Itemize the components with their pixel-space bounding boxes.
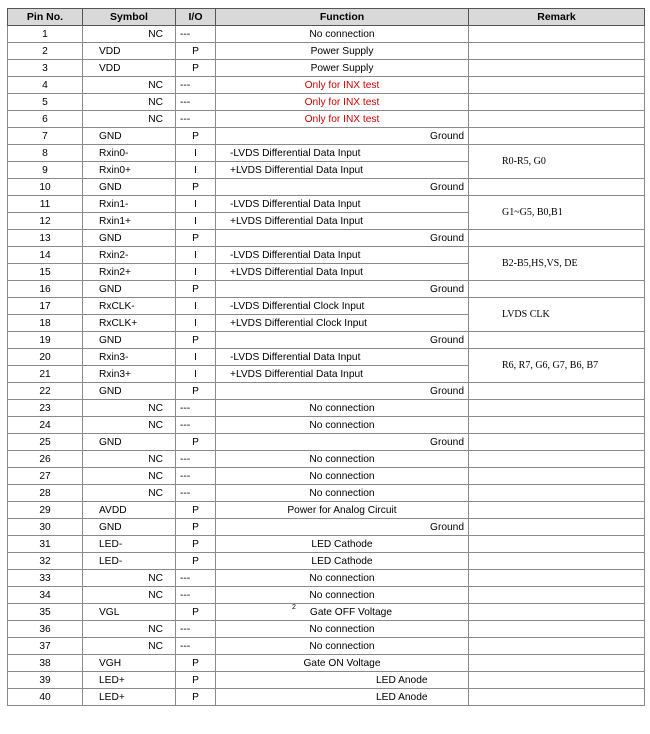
pin-io: --- bbox=[176, 468, 216, 485]
table-row bbox=[8, 94, 645, 111]
pin-io: P bbox=[176, 502, 216, 519]
pin-function: -LVDS Differential Data Input bbox=[216, 196, 469, 213]
table-row bbox=[8, 655, 645, 672]
pin-number: 34 bbox=[8, 587, 83, 604]
pin-number: 23 bbox=[8, 400, 83, 417]
pin-remark bbox=[469, 621, 645, 638]
pin-symbol: GND bbox=[83, 383, 176, 400]
pin-remark bbox=[469, 587, 645, 604]
pin-io: --- bbox=[176, 111, 216, 128]
pin-number: 36 bbox=[8, 621, 83, 638]
pin-io: P bbox=[176, 672, 216, 689]
pin-io: I bbox=[176, 162, 216, 179]
table-row bbox=[8, 298, 645, 315]
pin-io: --- bbox=[176, 26, 216, 43]
pin-function: Only for INX test bbox=[216, 111, 469, 128]
pin-function: Only for INX test bbox=[216, 77, 469, 94]
table-row bbox=[8, 383, 645, 400]
pin-io: I bbox=[176, 145, 216, 162]
pin-number: 20 bbox=[8, 349, 83, 366]
pin-function: No connection bbox=[216, 400, 469, 417]
pin-function: Power Supply bbox=[216, 60, 469, 77]
pin-number: 13 bbox=[8, 230, 83, 247]
table-row bbox=[8, 77, 645, 94]
pin-number: 9 bbox=[8, 162, 83, 179]
pin-function: Ground bbox=[216, 434, 469, 451]
pin-remark bbox=[469, 570, 645, 587]
remark-data-group-3: R6, R7, G6, G7, B6, B7 bbox=[469, 349, 645, 383]
pin-remark bbox=[469, 179, 645, 196]
pin-number: 14 bbox=[8, 247, 83, 264]
pin-symbol: NC bbox=[83, 451, 176, 468]
table-row bbox=[8, 587, 645, 604]
pin-symbol: RxCLK+ bbox=[83, 315, 176, 332]
pin-number: 38 bbox=[8, 655, 83, 672]
pin-number: 40 bbox=[8, 689, 83, 706]
pin-symbol: VGL bbox=[83, 604, 176, 621]
pin-symbol: Rxin1+ bbox=[83, 213, 176, 230]
pin-io: --- bbox=[176, 485, 216, 502]
pin-remark bbox=[469, 604, 645, 621]
pin-io: P bbox=[176, 519, 216, 536]
pin-number: 16 bbox=[8, 281, 83, 298]
pin-function: No connection bbox=[216, 638, 469, 655]
pin-function: Gate ON Voltage bbox=[216, 655, 469, 672]
pin-function: -LVDS Differential Clock Input bbox=[216, 298, 469, 315]
header-io: I/O bbox=[176, 9, 216, 26]
pin-function: +LVDS Differential Data Input bbox=[216, 213, 469, 230]
pin-function-with-note bbox=[216, 604, 469, 621]
pin-symbol: GND bbox=[83, 434, 176, 451]
pin-function: Ground bbox=[216, 179, 469, 196]
pin-symbol: Rxin3+ bbox=[83, 366, 176, 383]
pin-number: 32 bbox=[8, 553, 83, 570]
pin-io: P bbox=[176, 655, 216, 672]
pin-function: -LVDS Differential Data Input bbox=[216, 247, 469, 264]
table-row bbox=[8, 638, 645, 655]
pin-number: 4 bbox=[8, 77, 83, 94]
pin-number: 19 bbox=[8, 332, 83, 349]
table-row bbox=[8, 128, 645, 145]
pin-io: I bbox=[176, 298, 216, 315]
pin-number: 33 bbox=[8, 570, 83, 587]
pin-function: Power for Analog Circuit bbox=[216, 502, 469, 519]
pin-remark bbox=[469, 553, 645, 570]
pin-number: 22 bbox=[8, 383, 83, 400]
pin-remark bbox=[469, 94, 645, 111]
table-row bbox=[8, 553, 645, 570]
pin-symbol: LED- bbox=[83, 536, 176, 553]
pin-io: P bbox=[176, 383, 216, 400]
pin-function: Ground bbox=[216, 230, 469, 247]
table-row bbox=[8, 196, 645, 213]
pin-remark bbox=[469, 400, 645, 417]
pin-symbol: RxCLK- bbox=[83, 298, 176, 315]
pin-io: --- bbox=[176, 94, 216, 111]
table-row bbox=[8, 519, 645, 536]
pin-remark bbox=[469, 383, 645, 400]
pin-function: Ground bbox=[216, 332, 469, 349]
pin-number: 11 bbox=[8, 196, 83, 213]
pin-io: --- bbox=[176, 417, 216, 434]
pin-number: 21 bbox=[8, 366, 83, 383]
pin-symbol: GND bbox=[83, 128, 176, 145]
pin-symbol: GND bbox=[83, 179, 176, 196]
pin-function: +LVDS Differential Data Input bbox=[216, 366, 469, 383]
pin-remark bbox=[469, 689, 645, 706]
table-row bbox=[8, 247, 645, 264]
pin-symbol: NC bbox=[83, 26, 176, 43]
pin-function: Power Supply bbox=[216, 43, 469, 60]
pin-function: LED Anode bbox=[216, 689, 469, 706]
pin-io: --- bbox=[176, 77, 216, 94]
table-row bbox=[8, 434, 645, 451]
table-row bbox=[8, 281, 645, 298]
pin-function: LED Cathode bbox=[216, 553, 469, 570]
pin-io: P bbox=[176, 281, 216, 298]
table-row bbox=[8, 60, 645, 77]
header-function: Function bbox=[216, 9, 469, 26]
pin-io: P bbox=[176, 179, 216, 196]
pin-symbol: NC bbox=[83, 587, 176, 604]
pin-io: I bbox=[176, 196, 216, 213]
pin-function: Only for INX test bbox=[216, 94, 469, 111]
pin-remark bbox=[469, 43, 645, 60]
pin-symbol: GND bbox=[83, 230, 176, 247]
pin-io: I bbox=[176, 366, 216, 383]
pin-symbol: GND bbox=[83, 332, 176, 349]
pin-symbol: NC bbox=[83, 77, 176, 94]
pin-io: I bbox=[176, 315, 216, 332]
pin-number: 30 bbox=[8, 519, 83, 536]
pin-io: P bbox=[176, 128, 216, 145]
pin-remark bbox=[469, 26, 645, 43]
pin-number: 5 bbox=[8, 94, 83, 111]
pin-function: +LVDS Differential Data Input bbox=[216, 264, 469, 281]
pin-function: No connection bbox=[216, 26, 469, 43]
pin-io: P bbox=[176, 230, 216, 247]
table-row bbox=[8, 230, 645, 247]
pin-number: 17 bbox=[8, 298, 83, 315]
pin-remark bbox=[469, 655, 645, 672]
pin-remark bbox=[469, 638, 645, 655]
pin-number: 6 bbox=[8, 111, 83, 128]
remark-data-group-1: G1~G5, B0,B1 bbox=[469, 196, 645, 230]
pin-symbol: NC bbox=[83, 468, 176, 485]
pin-remark bbox=[469, 77, 645, 94]
pin-symbol: VDD bbox=[83, 43, 176, 60]
pin-symbol: VDD bbox=[83, 60, 176, 77]
table-row bbox=[8, 621, 645, 638]
pin-symbol: VGH bbox=[83, 655, 176, 672]
remark-data-group-0: R0-R5, G0 bbox=[469, 145, 645, 179]
pin-function: +LVDS Differential Clock Input bbox=[216, 315, 469, 332]
pin-function: No connection bbox=[216, 485, 469, 502]
table-row bbox=[8, 672, 645, 689]
pin-number: 12 bbox=[8, 213, 83, 230]
pin-remark bbox=[469, 434, 645, 451]
table-row bbox=[8, 332, 645, 349]
pin-remark bbox=[469, 128, 645, 145]
header-pin-no: Pin No. bbox=[8, 9, 83, 26]
pin-symbol: Rxin3- bbox=[83, 349, 176, 366]
pin-number: 3 bbox=[8, 60, 83, 77]
pin-io: --- bbox=[176, 638, 216, 655]
table-row bbox=[8, 400, 645, 417]
footnote-marker: 2 bbox=[291, 603, 296, 611]
pin-symbol: GND bbox=[83, 519, 176, 536]
pin-io: I bbox=[176, 264, 216, 281]
pin-remark bbox=[469, 60, 645, 77]
pin-symbol: NC bbox=[83, 417, 176, 434]
table-row bbox=[8, 179, 645, 196]
pin-symbol: LED- bbox=[83, 553, 176, 570]
pin-remark bbox=[469, 502, 645, 519]
table-row bbox=[8, 417, 645, 434]
pin-function: No connection bbox=[216, 587, 469, 604]
pin-symbol: LED+ bbox=[83, 689, 176, 706]
pin-number: 29 bbox=[8, 502, 83, 519]
remark-clock-group: LVDS CLK bbox=[469, 298, 645, 332]
pin-io: P bbox=[176, 689, 216, 706]
pin-number: 7 bbox=[8, 128, 83, 145]
pin-number: 18 bbox=[8, 315, 83, 332]
pin-number: 28 bbox=[8, 485, 83, 502]
pin-function: No connection bbox=[216, 570, 469, 587]
pin-remark bbox=[469, 536, 645, 553]
pin-function: LED Cathode bbox=[216, 536, 469, 553]
pin-io: P bbox=[176, 332, 216, 349]
pin-function: Ground bbox=[216, 519, 469, 536]
table-header-row bbox=[8, 9, 645, 26]
pin-symbol: GND bbox=[83, 281, 176, 298]
pin-symbol: LED+ bbox=[83, 672, 176, 689]
pin-io: P bbox=[176, 43, 216, 60]
pin-number: 37 bbox=[8, 638, 83, 655]
pin-remark bbox=[469, 468, 645, 485]
pin-number: 10 bbox=[8, 179, 83, 196]
pin-io: --- bbox=[176, 621, 216, 638]
table-row bbox=[8, 689, 645, 706]
pin-function: Ground bbox=[216, 383, 469, 400]
pin-io: --- bbox=[176, 451, 216, 468]
table-row bbox=[8, 111, 645, 128]
pin-function: +LVDS Differential Data Input bbox=[216, 162, 469, 179]
pin-assignment-table bbox=[7, 8, 645, 706]
pin-function: Ground bbox=[216, 281, 469, 298]
header-symbol: Symbol bbox=[83, 9, 176, 26]
table-row bbox=[8, 451, 645, 468]
pin-remark bbox=[469, 519, 645, 536]
pin-number: 39 bbox=[8, 672, 83, 689]
pin-io: I bbox=[176, 349, 216, 366]
pin-symbol: NC bbox=[83, 638, 176, 655]
pin-number: 31 bbox=[8, 536, 83, 553]
pin-remark bbox=[469, 485, 645, 502]
pin-io: I bbox=[176, 247, 216, 264]
table-row bbox=[8, 145, 645, 162]
pin-number: 8 bbox=[8, 145, 83, 162]
remark-data-group-2: B2-B5,HS,VS, DE bbox=[469, 247, 645, 281]
pin-symbol: Rxin1- bbox=[83, 196, 176, 213]
pin-remark bbox=[469, 332, 645, 349]
header-remark: Remark bbox=[469, 9, 645, 26]
table-row bbox=[8, 26, 645, 43]
table-row bbox=[8, 43, 645, 60]
pin-number: 25 bbox=[8, 434, 83, 451]
pin-number: 26 bbox=[8, 451, 83, 468]
pin-number: 35 bbox=[8, 604, 83, 621]
pin-symbol: NC bbox=[83, 400, 176, 417]
pin-symbol: NC bbox=[83, 485, 176, 502]
pin-symbol: NC bbox=[83, 111, 176, 128]
pin-number: 15 bbox=[8, 264, 83, 281]
pin-symbol: Rxin2- bbox=[83, 247, 176, 264]
pin-function: No connection bbox=[216, 468, 469, 485]
pin-symbol: AVDD bbox=[83, 502, 176, 519]
table-row bbox=[8, 536, 645, 553]
pin-function: -LVDS Differential Data Input bbox=[216, 145, 469, 162]
pin-symbol: NC bbox=[83, 621, 176, 638]
pin-io: P bbox=[176, 553, 216, 570]
pin-io: --- bbox=[176, 587, 216, 604]
pin-function: No connection bbox=[216, 621, 469, 638]
pin-number: 2 bbox=[8, 43, 83, 60]
pin-remark bbox=[469, 111, 645, 128]
pin-io: I bbox=[176, 213, 216, 230]
pin-remark bbox=[469, 230, 645, 247]
pin-function: Gate OFF Voltage bbox=[309, 606, 392, 618]
pin-symbol: Rxin2+ bbox=[83, 264, 176, 281]
pin-symbol: Rxin0+ bbox=[83, 162, 176, 179]
pin-symbol: NC bbox=[83, 94, 176, 111]
table-row bbox=[8, 468, 645, 485]
pin-function: -LVDS Differential Data Input bbox=[216, 349, 469, 366]
pin-symbol: NC bbox=[83, 570, 176, 587]
pin-io: P bbox=[176, 604, 216, 621]
pin-remark bbox=[469, 672, 645, 689]
pin-function: No connection bbox=[216, 451, 469, 468]
pin-io: --- bbox=[176, 570, 216, 587]
table-row bbox=[8, 502, 645, 519]
pin-function: Ground bbox=[216, 128, 469, 145]
pin-number: 27 bbox=[8, 468, 83, 485]
table-row bbox=[8, 349, 645, 366]
pin-symbol: Rxin0- bbox=[83, 145, 176, 162]
table-row bbox=[8, 570, 645, 587]
pin-number: 1 bbox=[8, 26, 83, 43]
table-row bbox=[8, 485, 645, 502]
table-row bbox=[8, 604, 645, 621]
pin-remark bbox=[469, 417, 645, 434]
pin-io: --- bbox=[176, 400, 216, 417]
pin-remark bbox=[469, 451, 645, 468]
pin-io: P bbox=[176, 60, 216, 77]
pin-io: P bbox=[176, 536, 216, 553]
pin-number: 24 bbox=[8, 417, 83, 434]
pin-function: LED Anode bbox=[216, 672, 469, 689]
pin-remark bbox=[469, 281, 645, 298]
pin-function: No connection bbox=[216, 417, 469, 434]
pin-io: P bbox=[176, 434, 216, 451]
